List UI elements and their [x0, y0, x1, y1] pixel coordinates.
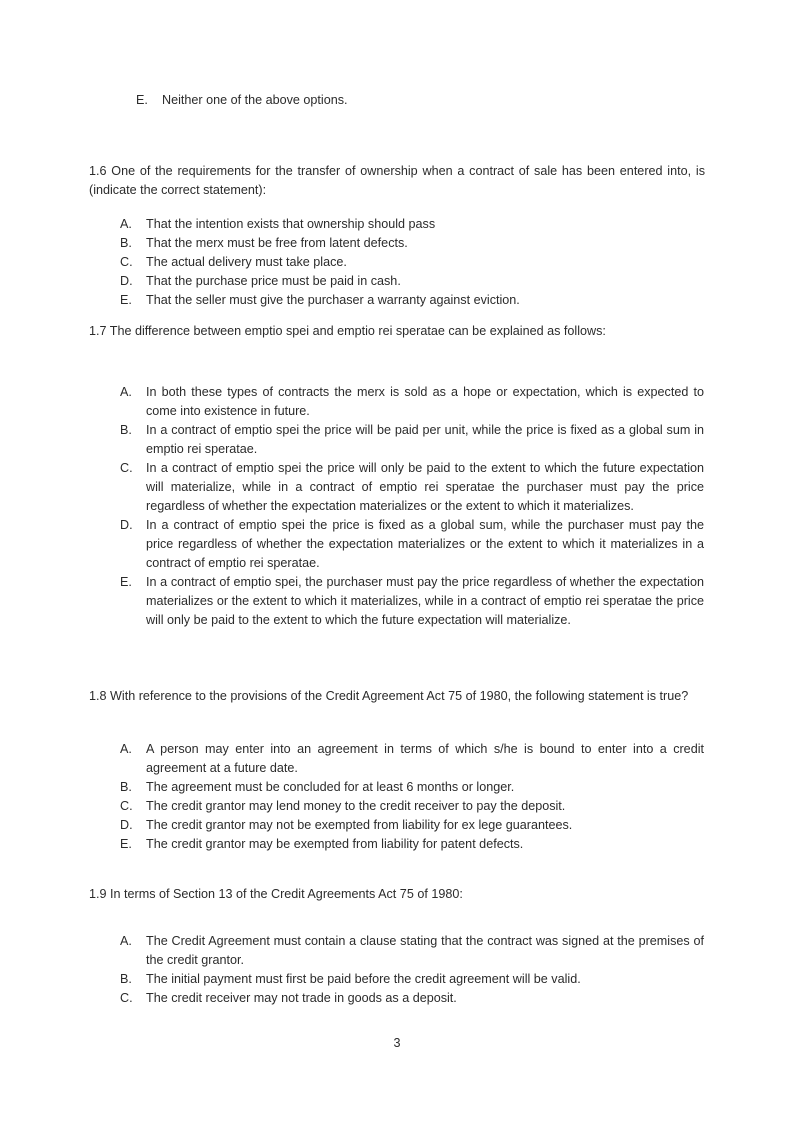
option-letter: A. — [120, 934, 132, 948]
option-text: That the intention exists that ownership should pass — [146, 217, 436, 231]
q16-option-e — [120, 291, 704, 310]
option-letter: D. — [120, 818, 133, 832]
option-text: The initial payment must first be paid before the credit agreement will be valid. — [146, 972, 581, 986]
option-text: Neither one of the above options. — [162, 93, 348, 107]
option-text: That the seller must give the purchaser a warranty against eviction. — [146, 293, 520, 307]
q16-option-c — [120, 253, 704, 272]
option-text: That the purchase price must be paid in cash. — [146, 274, 401, 288]
q18-option-list — [120, 740, 704, 854]
option-text: That the merx must be free from latent defects. — [146, 236, 408, 250]
q17-option-a — [120, 383, 704, 421]
q19-option-c — [120, 989, 704, 1008]
q18-option-a — [120, 740, 704, 778]
q16-option-list — [120, 215, 704, 310]
option-text: In a contract of emptio spei, the purchaser must pay the price regardless of whether the expectation materializes or the extent to which it materializes, while in a contract of emptio rei speratae the price will only be paid to the extent to which the future expectation will materialize. — [146, 575, 704, 627]
option-letter: E. — [120, 837, 132, 851]
q17-option-e — [120, 573, 704, 630]
option-text: The credit grantor may be exempted from liability for patent defects. — [146, 837, 524, 851]
option-letter: D. — [120, 274, 133, 288]
option-text: In a contract of emptio spei the price is fixed as a global sum, while the purchaser must pay the price regardless of whether the expectation materializes or the extent to which it materializes in a contract of emptio rei speratae. — [146, 518, 704, 570]
option-letter: B. — [120, 972, 132, 986]
option-letter: C. — [120, 461, 133, 475]
q18-option-e — [120, 835, 704, 854]
q17-option-d — [120, 516, 704, 573]
page-number: 3 — [393, 1036, 401, 1050]
q18-option-d — [120, 816, 704, 835]
q19-option-a — [120, 932, 704, 970]
option-letter: C. — [120, 991, 133, 1005]
q19-stem: 1.9 In terms of Section 13 of the Credit Agreements Act 75 of 1980: — [89, 887, 463, 901]
q16-option-a — [120, 215, 704, 234]
option-text: In a contract of emptio spei the price will be paid per unit, while the price is fixed as a global sum in emptio rei speratae. — [146, 423, 704, 456]
q15-option-e — [136, 91, 696, 110]
option-text: In a contract of emptio spei the price will only be paid to the extent to which the future expectation will materialize, while in a contract of emptio rei speratae the purchaser must pay the price regardless of whether the expectation materializes or the extent to which it materializes. — [146, 461, 704, 513]
q15-option-list — [136, 91, 696, 110]
q18-option-c — [120, 797, 704, 816]
option-letter: B. — [120, 236, 132, 250]
option-letter: C. — [120, 255, 133, 269]
q16-stem: 1.6 One of the requirements for the transfer of ownership when a contract of sale has been entered into, is (indicate the correct statement): — [89, 164, 705, 197]
q17-stem: 1.7 The difference between emptio spei and emptio rei speratae can be explained as follows: — [89, 324, 606, 338]
option-text: The credit grantor may not be exempted from liability for ex lege guarantees. — [146, 818, 573, 832]
q19-option-b — [120, 970, 704, 989]
option-text: The credit receiver may not trade in goods as a deposit. — [146, 991, 457, 1005]
option-letter: C. — [120, 799, 133, 813]
option-text: The actual delivery must take place. — [146, 255, 347, 269]
q16-option-b — [120, 234, 704, 253]
q19-option-list — [120, 932, 704, 1008]
option-letter: D. — [120, 518, 133, 532]
q18-option-b — [120, 778, 704, 797]
option-letter: A. — [120, 217, 132, 231]
q17-option-list — [120, 383, 704, 630]
option-letter: E. — [136, 93, 148, 107]
option-letter: B. — [120, 780, 132, 794]
option-letter: E. — [120, 575, 132, 589]
option-letter: A. — [120, 385, 132, 399]
q18-stem: 1.8 With reference to the provisions of the Credit Agreement Act 75 of 1980, the following statement is true? — [89, 689, 689, 703]
option-letter: E. — [120, 293, 132, 307]
option-text: In both these types of contracts the merx is sold as a hope or expectation, which is expected to come into existence in future. — [146, 385, 704, 418]
option-letter: B. — [120, 423, 132, 437]
q16-option-d — [120, 272, 704, 291]
option-letter: A. — [120, 742, 132, 756]
q17-option-b — [120, 421, 704, 459]
option-text: The credit grantor may lend money to the credit receiver to pay the deposit. — [146, 799, 566, 813]
option-text: The agreement must be concluded for at least 6 months or longer. — [146, 780, 515, 794]
option-text: A person may enter into an agreement in terms of which s/he is bound to enter into a credit agreement at a future date. — [146, 742, 704, 775]
option-text: The Credit Agreement must contain a clause stating that the contract was signed at the premises of the credit grantor. — [146, 934, 704, 967]
q17-option-c — [120, 459, 704, 516]
